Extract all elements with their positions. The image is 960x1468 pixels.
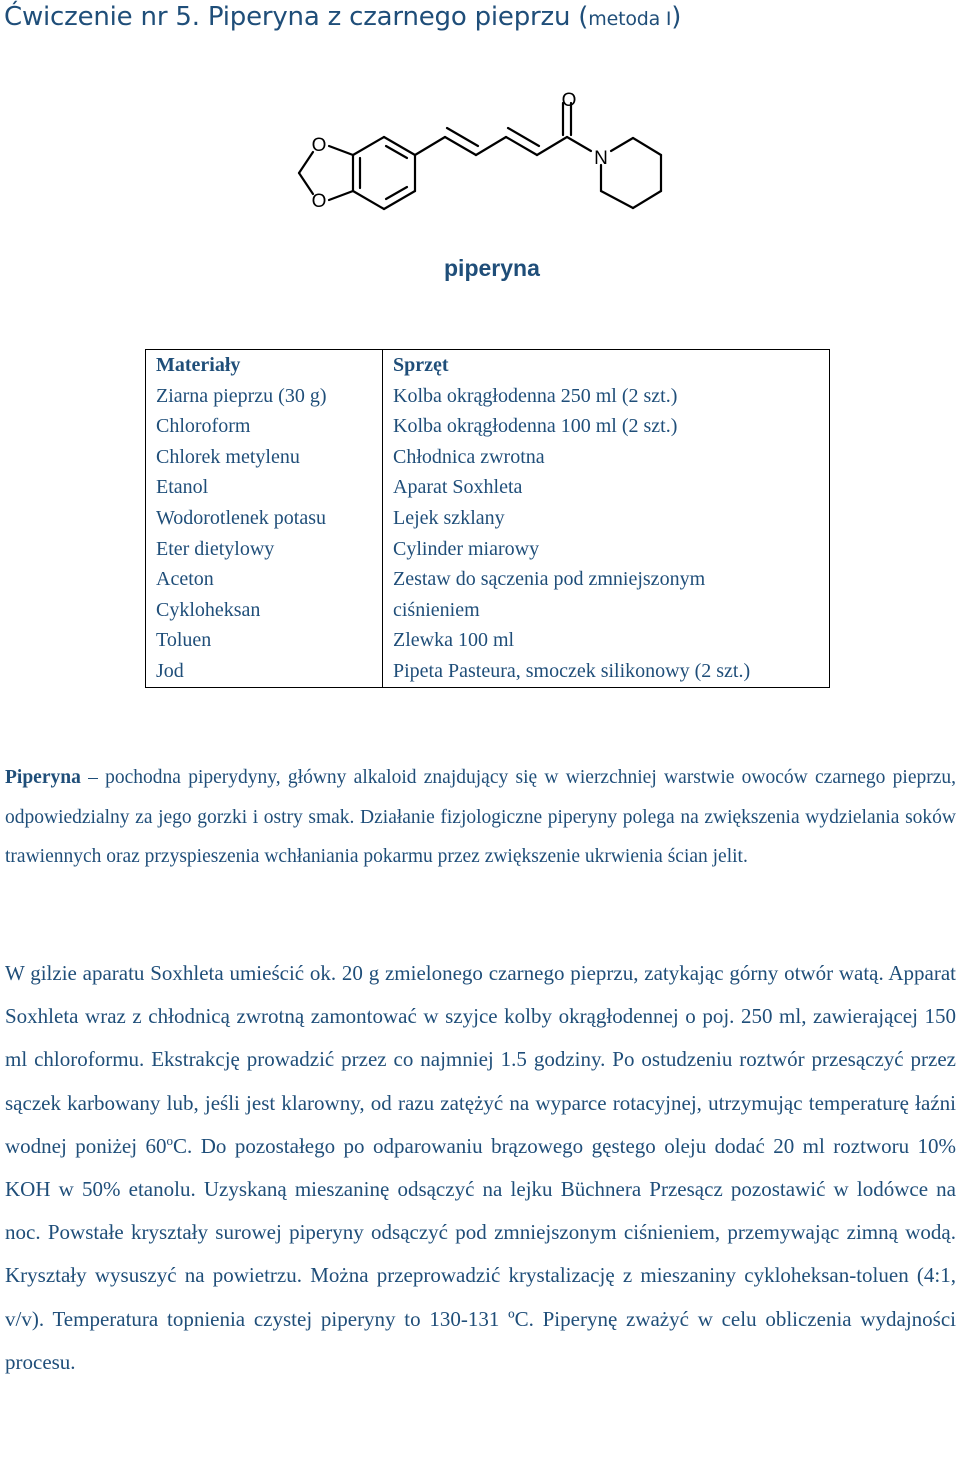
material-item: Ziarna pieprzu (30 g) xyxy=(156,384,327,407)
material-item: Toluen xyxy=(156,629,212,652)
equipment-item: Lejek szklany xyxy=(393,506,505,529)
materials-column xyxy=(146,350,383,688)
title-main: Ćwiczenie nr 5. Piperyna z czarnego pieprzu ( xyxy=(4,2,589,32)
material-item: Eter dietylowy xyxy=(156,537,275,560)
material-item: Jod xyxy=(156,659,184,682)
equipment-item: Kolba okrągłodenna 250 ml (2 szt.) xyxy=(393,384,678,407)
structure-caption: piperyna xyxy=(444,255,540,281)
title-close: ) xyxy=(671,2,682,32)
materials-header: Materiały xyxy=(156,354,241,376)
equipment-column xyxy=(383,350,830,688)
equipment-item: Chłodnica zwrotna xyxy=(393,445,545,468)
procedure-text-1: W gilzie aparatu Soxhleta umieścić ok. 20 g zmielonego czarnego pieprzu, zatykając górny otwór watą. Apparat Soxhleta wraz z chłodnicą zwrotną zamontować w szyjce kolby okrągłodennej o poj. 250 ml, zawierającej 150 ml chloroformu. Ekstrakcję prowadzić przez co najmniej 1.5 godziny. Po ostudzeniu roztwór przesączyć przez sączek karbowany lub, jeśli jest klarowny, od razu zatężyć na wyparce rotacyjnej, utrzymując temperaturę łaźni wodnej poniżej 60 xyxy=(5,961,956,1158)
material-item: Wodorotlenek potasu xyxy=(156,506,327,529)
equipment-item: Cylinder miarowy xyxy=(393,537,540,560)
material-item: Etanol xyxy=(156,476,209,499)
title-method: metoda I xyxy=(588,8,672,30)
material-item: Cykloheksan xyxy=(156,598,261,621)
equipment-item: Aparat Soxhleta xyxy=(393,476,523,499)
equipment-item: Pipeta Pasteura, smoczek silikonowy (2 szt.) xyxy=(393,659,751,682)
atom-o-bottom: O xyxy=(311,191,327,212)
page-title xyxy=(4,2,681,32)
intro-text: – pochodna piperydyny, główny alkaloid znajdujący się w wierzchniej warstwie owoców czarnego pieprzu, odpowiedzialny za jego gorzki i ostry smak. Działanie fizjologiczne piperyny polega na zwiększenia wydzielania soków trawiennych oraz przyspieszenia wchłaniania pokarmu przez zwiększenie ukrwienia ścian jelit. xyxy=(5,767,956,867)
equipment-item: Zlewka 100 ml xyxy=(393,629,515,652)
atom-n: N xyxy=(594,148,608,169)
atom-o-top: O xyxy=(311,135,327,156)
procedure-text-2: C. Do pozostałego po odparowaniu brązowego gęstego oleju dodać 20 ml roztworu 10% KOH w 50% etanolu. Uzyskaną mieszaninę odsączyć na lejku Büchnera Przesącz pozostawić w lodówce na noc. Powstałe kryształy surowej piperyny odsączyć pod zmniejszonym ciśnieniem, przemywając zimną wodą. Kryształy wysuszyć na powietrzu. Można przeprowadzić krystalizację z mieszaniny cykloheksan-toluen (4:1, v/v). Temperatura topnienia czystej piperyny to 130-131 ºC. Piperynę zważyć w celu obliczenia wydajności procesu. xyxy=(5,1133,956,1374)
degree-sup: o xyxy=(166,1132,174,1148)
material-item: Aceton xyxy=(156,568,214,591)
equipment-header: Sprzęt xyxy=(393,354,449,376)
atom-o-carbonyl: O xyxy=(561,90,577,111)
intro-paragraph xyxy=(5,758,956,877)
equipment-item: Zestaw do sączenia pod zmniejszonym xyxy=(393,568,706,591)
procedure-paragraph xyxy=(5,952,956,1384)
equipment-item: Kolba okrągłodenna 100 ml (2 szt.) xyxy=(393,415,678,438)
intro-term: Piperyna xyxy=(5,767,81,788)
piperine-structure xyxy=(285,80,685,220)
material-item: Chlorek metylenu xyxy=(156,445,300,468)
material-item: Chloroform xyxy=(156,415,251,438)
equipment-item: ciśnieniem xyxy=(393,598,480,621)
materials-equipment-table xyxy=(145,349,830,688)
